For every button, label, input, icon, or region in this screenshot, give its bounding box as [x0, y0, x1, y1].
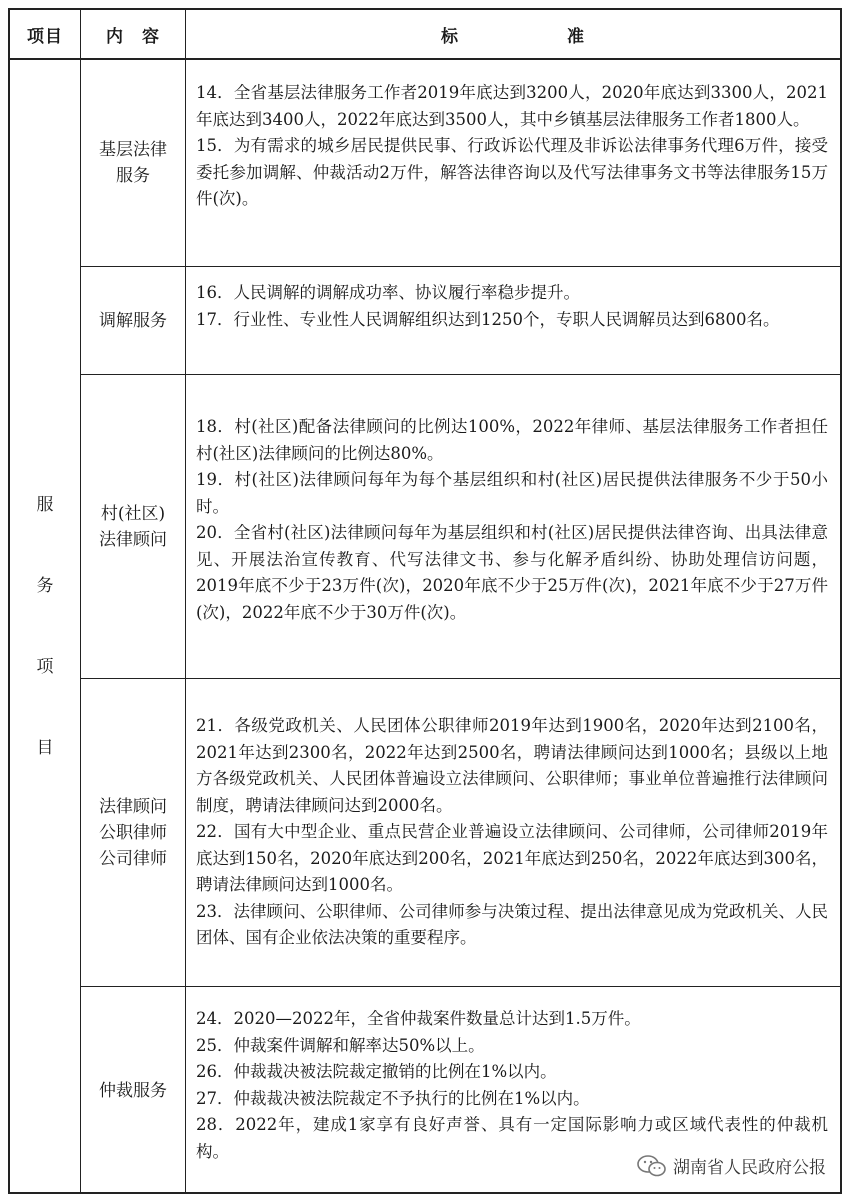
row-label-village-counsel: [81, 375, 185, 678]
category-service-items: [10, 462, 80, 786]
standard-item: 24．2020—2022年，全省仲裁案件数量总计达到1.5万件。: [196, 1009, 641, 1028]
standard-item: 19．村(社区)法律顾问每年为每个基层组织和村(社区)居民提供法律服务不少于50小时。: [196, 470, 828, 516]
row-label-line: 法律顾问: [99, 529, 167, 550]
category-char: 服: [36, 495, 54, 515]
row-standards-grassroots: [196, 80, 828, 213]
standard-item: 14．全省基层法律服务工作者2019年底达到3200人，2020年底达到3300人，2021年底达到3400人，2022年底达到3500人，其中乡镇基层法律服务工作者1800人。: [196, 83, 828, 129]
row-divider: [80, 986, 840, 987]
standard-item: 20．全省村(社区)法律顾问每年为基层组织和村(社区)居民提供法律咨询、出具法律意见、开展法治宣传教育、代写法律文书、参与化解矛盾纠纷、协助处理信访问题，2019年底不少于23万件(次)，2020年底不少于25万件(次)，2021年底不少于27万件(次)，2022年底不少于30万件(次)。: [196, 523, 828, 622]
row-standards-village-counsel: [196, 414, 828, 626]
row-standards-arbitration: [196, 1006, 828, 1165]
standard-item: 23．法律顾问、公职律师、公司律师参与决策过程、提出法律意见成为党政机关、人民团体、国有企业依法决策的重要程序。: [196, 901, 828, 947]
row-label-line: 基层法律: [99, 139, 167, 160]
row-label-mediation: [81, 267, 185, 374]
header-project: 项目: [27, 26, 63, 47]
standard-item: 25．仲裁案件调解和解率达50%以上。: [196, 1035, 485, 1055]
row-label-line: 调解服务: [99, 310, 167, 331]
wechat-icon: [637, 1155, 667, 1177]
row-divider: [80, 266, 840, 267]
category-char: 目: [36, 738, 54, 758]
row-label-line: 公职律师: [99, 822, 167, 843]
standard-item: 27．仲裁裁决被法院裁定不予执行的比例在1%以内。: [196, 1088, 590, 1108]
source-watermark: [633, 1153, 830, 1178]
row-divider: [80, 678, 840, 679]
standard-item: 26．仲裁裁决被法院裁定撤销的比例在1%以内。: [196, 1062, 557, 1081]
row-label-line: 公司律师: [99, 848, 167, 869]
standards-table: [8, 8, 842, 1194]
watermark-text: 湖南省人民政府公报: [673, 1158, 826, 1178]
standard-item: 21．各级党政机关、人民团体公职律师2019年达到1900名，2020年达到2100名，2021年达到2300名，2022年达到2500名，聘请法律顾问达到1000名；县级以上地方各级党政机关、人民团体普遍设立法律顾问、公职律师；事业单位普遍推行法律顾问制度，聘请法律顾问达到2000名。: [196, 716, 828, 815]
standard-item: 22．国有大中型企业、重点民营企业普遍设立法律顾问、公司律师，公司律师2019年底达到150名，2020年底达到200名，2021年底达到250名，2022年底达到300名，聘请法律顾问达到1000名。: [196, 822, 828, 894]
standard-item: 15．为有需求的城乡居民提供民事、行政诉讼代理及非诉讼法律事务代理6万件，接受委托参加调解、仲裁活动2万件，解答法律咨询以及代写法律事务文书等法律服务15万件(次)。: [196, 136, 828, 208]
row-label-line: 法律顾问: [99, 796, 167, 817]
row-label-line: 仲裁服务: [99, 1080, 167, 1101]
row-standards-mediation: [196, 280, 828, 333]
category-char: 务: [36, 576, 54, 596]
header-content: 内 容: [106, 26, 160, 47]
standard-item: 18．村(社区)配备法律顾问的比例达100%，2022年律师、基层法律服务工作者担任村(社区)法律顾问的比例达80%。: [196, 417, 828, 463]
standard-item: 17．行业性、专业性人民调解组织达到1250个，专职人民调解员达到6800名。: [196, 309, 780, 329]
category-char: 项: [36, 657, 54, 677]
column-divider: [185, 10, 186, 1192]
row-label-grassroots: [81, 59, 185, 266]
row-standards-lawyers: [196, 713, 828, 952]
row-label-line: 服务: [116, 165, 150, 186]
standard-item: 28．2022年，建成1家享有良好声誉、具有一定国际影响力或区域代表性的仲裁机构。: [196, 1115, 828, 1161]
row-label-lawyers: [81, 679, 185, 986]
row-label-arbitration: [81, 987, 185, 1194]
header-standard: 标 准: [441, 26, 585, 47]
row-label-line: 村(社区): [100, 503, 166, 524]
standard-item: 16．人民调解的调解成功率、协议履行率稳步提升。: [196, 283, 580, 302]
row-divider: [80, 374, 840, 375]
